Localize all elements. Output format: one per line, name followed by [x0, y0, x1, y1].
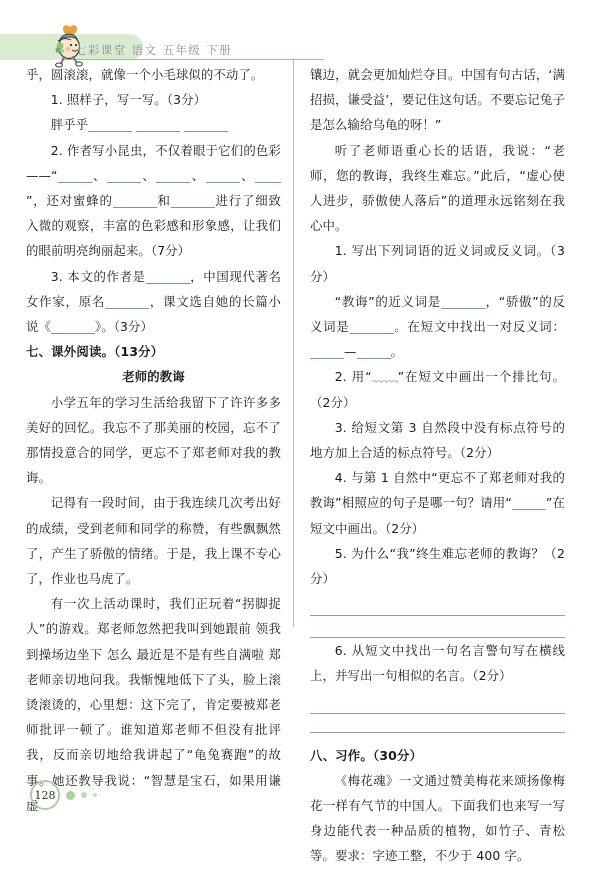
- section-separator: [310, 732, 565, 733]
- synonym-prompt: “教诲”的近义词是: [334, 293, 442, 309]
- reading-question-4-text-a: 与第 1 自然中“更忘不了郑老师对我的教诲”相照应的句子是哪一句？请用“: [310, 470, 565, 511]
- footer-dot-icon: [93, 793, 97, 797]
- left-column: [26, 62, 281, 818]
- question-2-text-a: 作者写小昆虫，不仅着眼于它们的色彩——“: [26, 142, 282, 183]
- section-7-heading: 七、课外阅读。（13分）: [26, 344, 164, 360]
- reading-article-title: 老师的教诲: [122, 369, 185, 385]
- header-rule: [62, 59, 324, 60]
- reading-question-5: [310, 541, 565, 591]
- page-footer: [30, 780, 97, 810]
- reading-question-3: [310, 415, 565, 465]
- question-2-text-c: 和: [156, 193, 171, 209]
- article-paragraph: 记得有一段时间，由于我连续几次考出好的成绩，受到老师和同学的称赞，有些飘飘然了，产生了骄傲的情绪。于是，我上课不专心了，作业也马虎了。: [26, 495, 281, 587]
- blank-field[interactable]: [107, 167, 141, 183]
- wavy-underline-icon: [372, 371, 398, 385]
- right-column: [310, 62, 565, 869]
- header-title: 七彩课堂 语文 五年级 下册: [75, 43, 233, 57]
- reading-question-6: [310, 638, 565, 688]
- antonym-prompt: ，“骄傲”的反义词是: [310, 293, 565, 335]
- blank-field[interactable]: [146, 268, 190, 284]
- question-1-text: 照样子，写一写。（3分）: [66, 92, 207, 108]
- question-3: [26, 264, 281, 340]
- reading-question-4-number: 4.: [334, 470, 347, 486]
- question-1: [26, 87, 281, 112]
- reading-question-1: [310, 238, 565, 288]
- blank-field[interactable]: [255, 167, 281, 183]
- blank-field[interactable]: [357, 343, 391, 359]
- page-number: 128: [30, 780, 60, 810]
- question-1-sample-word: 胖乎乎: [50, 117, 89, 133]
- blank-field[interactable]: [350, 318, 394, 334]
- blank-field[interactable]: [512, 494, 546, 510]
- answer-line[interactable]: [310, 615, 565, 616]
- antonym-pair-prompt: 。在短文中找出一对反义词：: [393, 319, 565, 335]
- reading-question-3-text: 给短文第 3 自然段中没有标点符号的地方加上合适的标点符号。（2分）: [310, 419, 565, 461]
- answer-line[interactable]: [310, 713, 565, 714]
- reading-question-6-number: 6.: [334, 643, 347, 659]
- reading-question-1-blanks: [310, 289, 565, 365]
- reading-question-3-number: 3.: [334, 419, 347, 435]
- column-divider: [293, 60, 294, 627]
- reading-question-2: [310, 364, 565, 414]
- blank-field[interactable]: [51, 318, 95, 334]
- question-2: 2. 作者写小昆虫，不仅着眼于它们的色彩——“ 、 、 、 、”，还对蜜蜂的 和 进行了细致入微的观察，丰富的色彩感和形象感，让我们的眼前明亮绚丽起来。（7分）: [26, 142, 282, 259]
- question-1-number: 1.: [50, 92, 63, 108]
- question-3-text-a: 本文的作者是: [67, 268, 146, 284]
- blank-field[interactable]: [184, 116, 228, 132]
- blank-field[interactable]: [171, 192, 215, 208]
- question-2-number: 2.: [50, 142, 63, 158]
- question-3-text-b: ，中国现代著名女作家，原名: [26, 268, 281, 309]
- blank-field[interactable]: [105, 293, 149, 309]
- page-header: [0, 22, 600, 64]
- question-2-text-b: ”，还对蜜蜂的: [26, 193, 113, 209]
- blank-field[interactable]: [441, 293, 485, 309]
- blank-field[interactable]: [113, 192, 157, 208]
- blank-field[interactable]: [136, 116, 180, 132]
- reading-question-2-number: 2.: [334, 369, 347, 385]
- reading-question-4: [310, 465, 565, 541]
- question-3-number: 3.: [50, 268, 63, 284]
- reading-question-5-number: 5.: [334, 545, 347, 561]
- question-3-text-c: ，课文选自她的长篇小说《: [26, 293, 281, 335]
- blank-field[interactable]: [58, 167, 92, 183]
- blank-field[interactable]: [88, 116, 132, 132]
- reading-question-1-number: 1.: [334, 243, 347, 259]
- reading-question-1-text: 写出下列词语的近义词或反义词。（3分）: [310, 243, 565, 284]
- reading-question-6-text: 从短文中找出一句名言警句写在横线上，并写出一句相似的名言。（2分）: [310, 643, 565, 684]
- reading-question-5-text: 为什么“我”终生难忘老师的教诲？（2分）: [310, 545, 565, 587]
- antonym-pair-period: 。: [390, 344, 403, 360]
- article-paragraph: 小学五年的学习生活给我留下了许许多多美好的回忆。我忘不了那美丽的校园，忘不了那情投意合的同学，更忘不了郑老师对我的教诲。: [26, 394, 281, 486]
- article-paragraph-continued: 镶边，就会更加灿烂夺目。中国有句古话，‘满招损，谦受益’，要记住这句话。不要忘记兔子是怎么输给乌龟的呀！”: [310, 67, 565, 133]
- question-1-answer-row: [26, 112, 281, 137]
- blank-field[interactable]: [206, 167, 240, 183]
- composition-prompt: 《梅花魂》一文通过赞美梅花来颂扬像梅花一样有气节的中国人。下面我们也来写一写身边能代表一种品质的植物，如竹子、青松等。要求：字迹工整，不少于 400 字。: [310, 772, 565, 864]
- question-2-text-d: 进行了细致入微的观察，丰富的色彩感和形象感，让我们的眼前明亮绚丽起来。（7分）: [26, 193, 282, 259]
- footer-dot-icon: [81, 792, 87, 798]
- reading-question-2-text-a: 用“: [351, 369, 372, 385]
- article-paragraph: 有一次上活动课时，我们正玩着“拐脚捉人”的游戏。郑老师忽然把我叫到她跟前 领我到操场边坐下 怎么 最近是不是有些自满啦 郑老师亲切地问我。我惭愧地低下了头，脸上滚烫滚烫的，心里想：这下完了，肯定要被郑老师批评一顿了。谁知道郑老师不但没有批评我，反而亲切地给我讲起了“龟兔赛跑”的故事。她还教导我说：“智慧是宝石，如果用谦虚: [26, 596, 281, 813]
- blank-field[interactable]: [310, 343, 344, 359]
- blank-field[interactable]: [156, 167, 190, 183]
- article-paragraph-final: 听了老师语重心长的话语，我说：“老师，您的教诲，我终生难忘。”此后，“虚心使人进步，骄傲使人落后”的道理永远铭刻在我心中。: [310, 142, 565, 234]
- section-8-heading: 八、习作。（30分）: [310, 747, 423, 763]
- reading-question-2-text-b: ”在短文中画出一个排比句。（2分）: [310, 369, 565, 410]
- reading-question-4-text-b: ”在短文中画出。（2分）: [310, 495, 565, 536]
- antonym-pair-dash: —: [344, 344, 357, 360]
- question-3-text-d: 》。（3分）: [94, 319, 154, 335]
- footer-dot-icon: [66, 791, 75, 800]
- continued-sentence: 乎，圆滚滚，就像一个小毛球似的不动了。: [26, 67, 264, 82]
